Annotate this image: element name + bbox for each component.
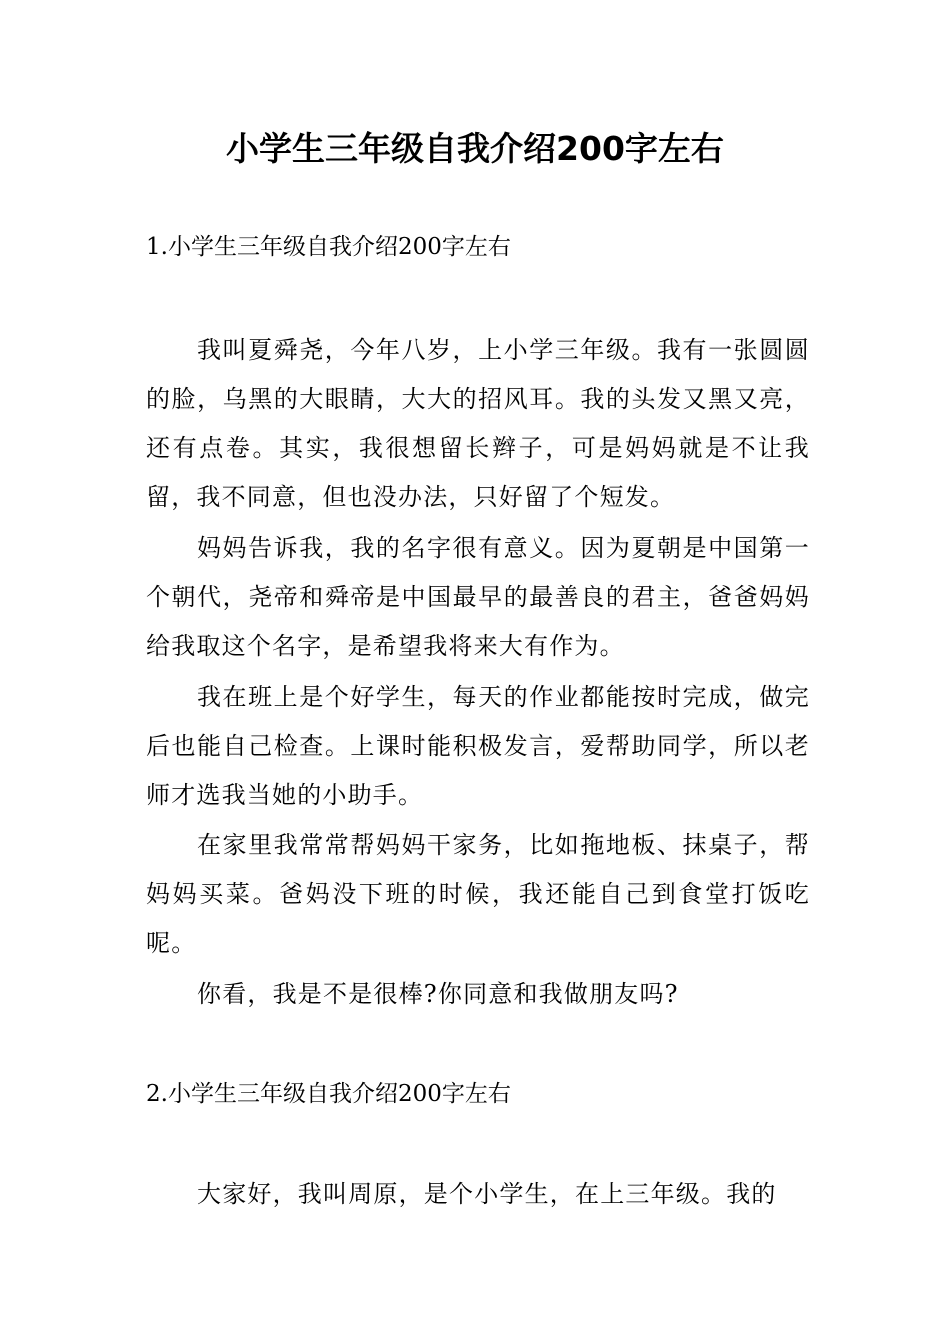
paragraph: 妈妈告诉我，我的名字很有意义。因为夏朝是中国第一个朝代，尧帝和舜帝是中国最早的最善良的君主，爸爸妈妈给我取这个名字，是希望我将来大有作为。 <box>146 534 810 660</box>
section-heading-1: 1.小学生三年级自我介绍200字左右 <box>146 234 511 260</box>
paragraph: 大家好，我叫周原，是个小学生，在上三年级。我的 <box>197 1180 777 1208</box>
paragraph: 你看，我是不是很棒?你同意和我做朋友吗? <box>197 980 679 1008</box>
paragraph: 在家里我常常帮妈妈干家务，比如拖地板、抹桌子，帮妈妈买菜。爸妈没下班的时候，我还能自己到食堂打饭吃呢。 <box>146 831 810 957</box>
paragraph: 我在班上是个好学生，每天的作业都能按时完成，做完后也能自己检查。上课时能积极发言，爱帮助同学，所以老师才选我当她的小助手。 <box>146 683 810 809</box>
paragraph: 我叫夏舜尧，今年八岁，上小学三年级。我有一张圆圆的脸，乌黑的大眼睛，大大的招风耳。我的头发又黑又亮，还有点卷。其实，我很想留长辫子，可是妈妈就是不让我留，我不同意，但也没办法，只好留了个短发。 <box>146 336 810 511</box>
document-title: 小学生三年级自我介绍200字左右 <box>226 129 724 168</box>
section-heading-2: 2.小学生三年级自我介绍200字左右 <box>146 1081 511 1107</box>
